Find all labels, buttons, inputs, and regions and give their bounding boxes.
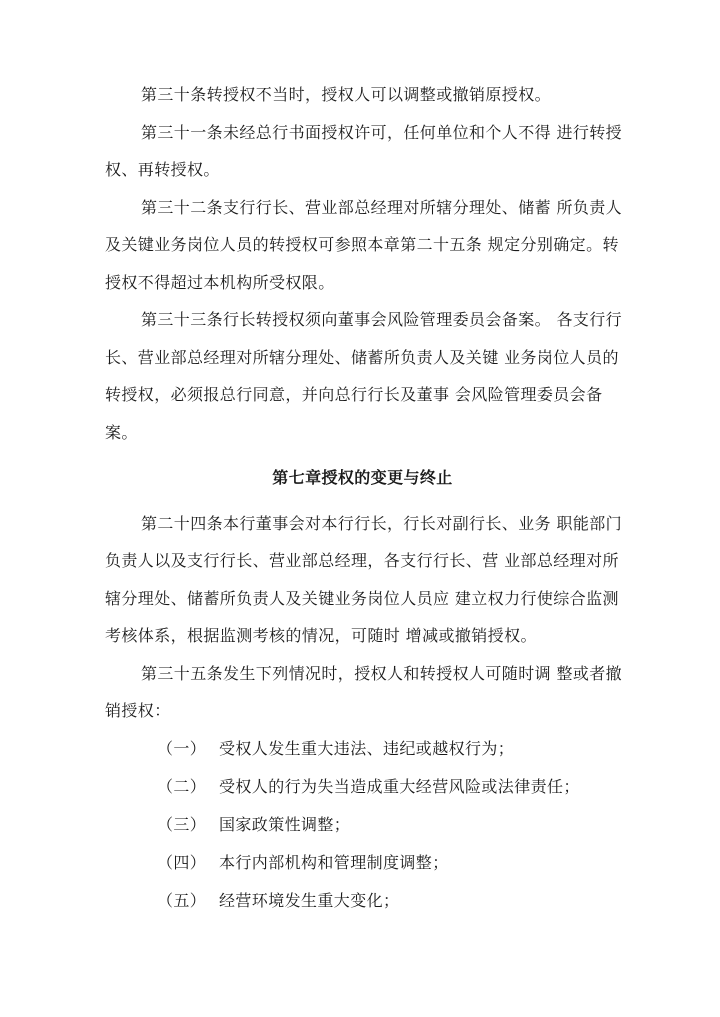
paragraph-line: 案。 — [105, 422, 138, 442]
paragraph — [105, 114, 623, 189]
paragraph-line: 第三十一条未经总行书面授权许可，任何单位和个人不得 进行转授 — [141, 122, 623, 142]
paragraph-line: 转授权，必须报总行同意，并向总行行长及董事 会风险管理委员会备 — [105, 385, 603, 404]
paragraph-line: 权、再转授权。 — [105, 160, 220, 179]
paragraph-line: 销授权： — [105, 701, 171, 720]
list-item-text: 国家政策性调整； — [219, 814, 351, 834]
paragraph — [105, 505, 623, 655]
paragraph-line: 第三十三条行长转授权须向董事会风险管理委员会备案。 各支行行 — [141, 310, 623, 329]
list-item — [105, 806, 620, 844]
paragraph-line: 第三十二条支行行长、营业部总经理对所辖分理处、储蓄 所负责人 — [141, 197, 623, 217]
paragraph — [105, 76, 620, 114]
list-item-number: （三） — [157, 814, 207, 834]
articles-section — [105, 76, 623, 451]
list-item-text: 受权人发生重大违法、违纪或越权行为； — [219, 738, 515, 758]
paragraph — [105, 301, 623, 451]
list-item-text: 受权人的行为失当造成重大经营风险或法律责任； — [219, 776, 580, 796]
paragraph-line: 及关键业务岗位人员的转授权可参照本章第二十五条 规定分别确定。转 — [105, 235, 619, 254]
paragraph-line: 负责人以及支行行长、营业部总经理，各支行行长、营 业部总经理对所 — [105, 551, 619, 570]
list-item-text: 本行内部机构和管理制度调整； — [219, 852, 449, 872]
list-item-number: （四） — [157, 852, 207, 872]
list-item-number: （二） — [157, 776, 207, 796]
list-item — [105, 882, 620, 920]
paragraph-line: 第三十五条发生下列情况时，授权人和转授权人可随时调 整或者撤 — [141, 663, 623, 683]
list-item-number: （五） — [157, 890, 207, 910]
paragraph-line: 考核体系，根据监测考核的情况，可随时 增减或撤销授权。 — [105, 626, 537, 645]
list-item-number: （一） — [157, 738, 207, 758]
paragraph-line: 第三十条转授权不当时，授权人可以调整或撤销原授权。 — [141, 85, 552, 104]
list-item — [105, 768, 620, 806]
termination-conditions-list — [105, 730, 620, 920]
paragraph-line: 长、营业部总经理对所辖分理处、储蓄所负责人及关键 业务岗位人员的 — [105, 347, 619, 367]
paragraph-line: 第二十四条本行董事会对本行行长，行长对副行长、业务 职能部门 — [141, 513, 623, 533]
list-item — [105, 844, 620, 882]
paragraph — [105, 189, 623, 302]
paragraph — [105, 655, 623, 730]
list-item-text: 经营环境发生重大变化； — [219, 890, 400, 910]
document-page — [105, 76, 623, 920]
paragraph-line: 授权不得超过本机构所受权限。 — [105, 272, 335, 292]
paragraph-line: 辖分理处、储蓄所负责人及关键业务岗位人员应 建立权力行使综合监测 — [105, 588, 619, 608]
chapter-heading: 第七章授权的变更与终止 — [272, 468, 453, 487]
chapter-seven-articles — [105, 505, 623, 730]
list-item — [105, 730, 620, 768]
